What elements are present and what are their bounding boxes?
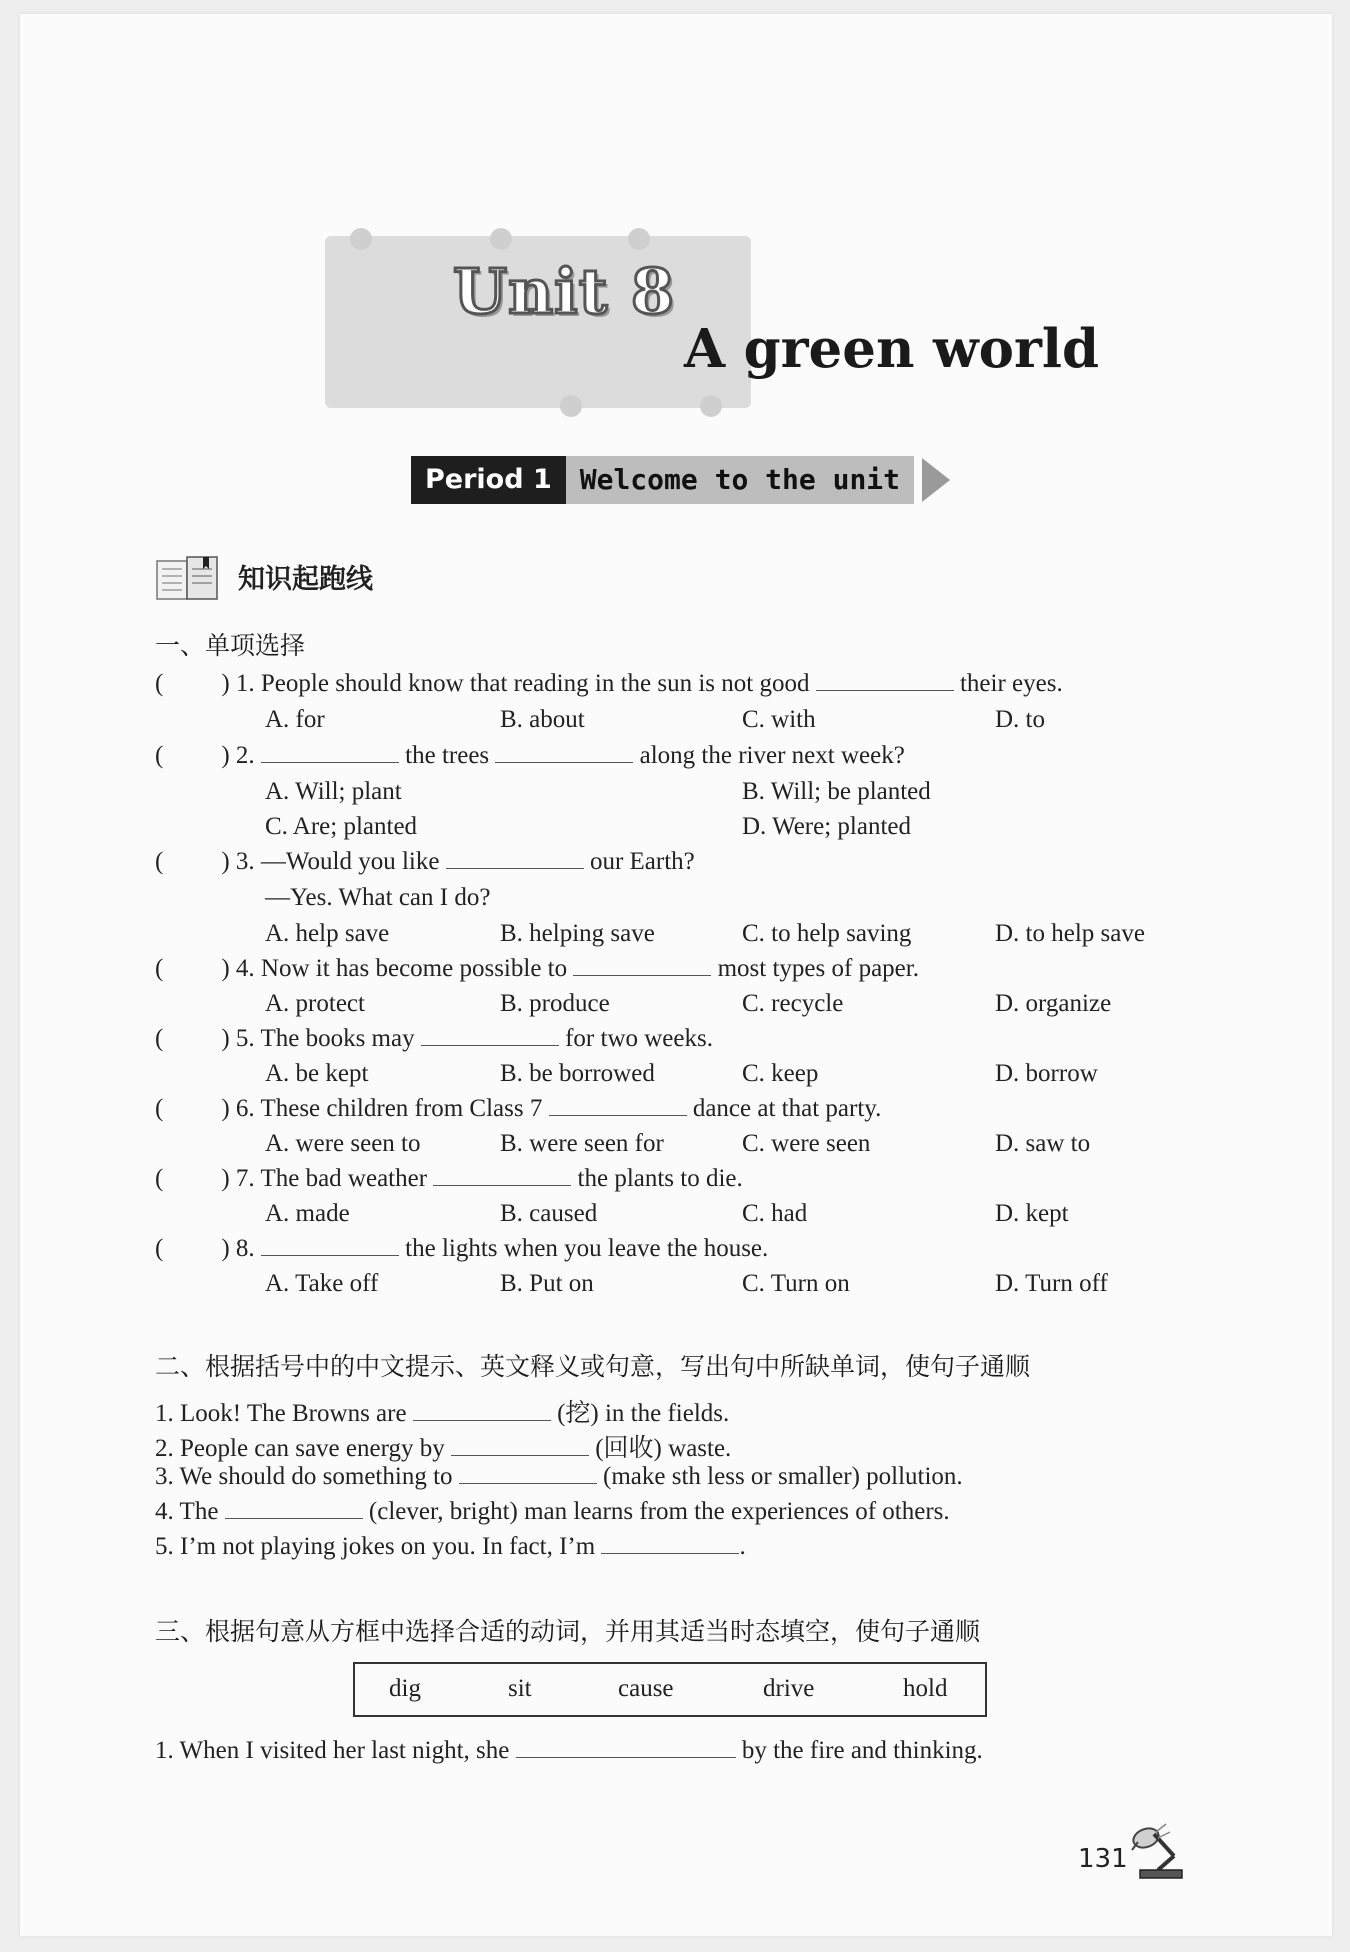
answer-bracket: ( <box>155 1025 164 1052</box>
period-banner <box>411 456 950 504</box>
option[interactable]: A. made <box>265 1200 350 1227</box>
arrow-icon <box>922 458 950 502</box>
question-3 <box>155 848 695 876</box>
answer-blank[interactable] <box>421 1044 559 1046</box>
puzzle-knob <box>628 228 650 250</box>
item-text: 2. People can save energy by <box>155 1435 445 1462</box>
item-text: 3. We should do something to <box>155 1463 453 1490</box>
answer-blank[interactable] <box>261 1254 399 1256</box>
question-text: ) 5. The books may <box>221 1025 415 1052</box>
question-4 <box>155 955 919 983</box>
question-text: the trees <box>405 742 490 769</box>
page-number: 131 <box>1078 1844 1128 1874</box>
question-text: along the river next week? <box>639 742 905 769</box>
option[interactable]: C. keep <box>742 1060 819 1087</box>
fill-item-4 <box>155 1498 950 1526</box>
section1-title: 一、单项选择 <box>155 631 306 660</box>
option[interactable]: B. helping save <box>500 920 655 947</box>
puzzle-knob <box>490 228 512 250</box>
option[interactable]: A. help save <box>265 920 390 947</box>
option[interactable]: D. kept <box>995 1200 1069 1227</box>
fill-item-5 <box>155 1533 746 1561</box>
question-text: ) 6. These children from Class 7 <box>221 1095 543 1122</box>
option[interactable]: C. were seen <box>742 1130 871 1157</box>
question-text: the plants to die. <box>577 1165 743 1192</box>
option[interactable]: D. saw to <box>995 1130 1091 1157</box>
answer-blank[interactable] <box>433 1184 571 1186</box>
item-text: (挖) in the fields. <box>557 1400 730 1427</box>
lamp-icon <box>1130 1820 1186 1882</box>
option[interactable]: B. caused <box>500 1200 598 1227</box>
question-text: ) 3. —Would you like <box>221 848 440 875</box>
word-box <box>353 1662 987 1717</box>
answer-blank[interactable] <box>816 689 954 691</box>
option[interactable]: B. be borrowed <box>500 1060 655 1087</box>
item-text: (make sth less or smaller) pollution. <box>603 1463 963 1490</box>
item-text: (回收) waste. <box>595 1435 732 1462</box>
answer-blank[interactable] <box>225 1517 363 1519</box>
option[interactable]: C. Turn on <box>742 1270 850 1297</box>
book-icon <box>155 555 221 603</box>
unit-title: Unit 8 <box>453 255 676 328</box>
question-text: —Yes. What can I do? <box>265 884 491 911</box>
option[interactable]: A. be kept <box>265 1060 369 1087</box>
option[interactable]: D. to help save <box>995 920 1145 947</box>
answer-bracket: ( <box>155 1165 164 1192</box>
section3-title: 三、根据句意从方框中选择合适的动词，并用其适当时态填空，使句子通顺 <box>155 1617 981 1646</box>
option[interactable]: D. to <box>995 706 1045 733</box>
question-text: dance at that party. <box>692 1095 882 1122</box>
option[interactable]: D. Turn off <box>995 1270 1108 1297</box>
answer-blank[interactable] <box>516 1756 736 1758</box>
section-heading-knowledge: 知识起跑线 <box>238 564 373 595</box>
option[interactable]: A. were seen to <box>265 1130 421 1157</box>
question-text: their eyes. <box>959 670 1063 697</box>
question-text: ) 2. <box>221 742 255 769</box>
option[interactable]: D. Were; planted <box>742 813 911 840</box>
answer-blank[interactable] <box>413 1419 551 1421</box>
item-text: 1. When I visited her last night, she <box>155 1737 510 1764</box>
option[interactable]: C. recycle <box>742 990 844 1017</box>
answer-blank[interactable] <box>446 867 584 869</box>
word-option: drive <box>763 1675 815 1702</box>
puzzle-knob <box>700 395 722 417</box>
question-text: ) 8. <box>221 1235 255 1262</box>
option[interactable]: C. Are; planted <box>265 813 418 840</box>
item-text: 1. Look! The Browns are <box>155 1400 407 1427</box>
option[interactable]: B. were seen for <box>500 1130 664 1157</box>
option[interactable]: B. Put on <box>500 1270 594 1297</box>
word-option: dig <box>389 1675 421 1702</box>
answer-bracket: ( <box>155 1095 164 1122</box>
puzzle-knob <box>560 395 582 417</box>
section2-title: 二、根据括号中的中文提示、英文释义或句意，写出句中所缺单词，使句子通顺 <box>155 1352 1031 1381</box>
item-text: (clever, bright) man learns from the experiences of others. <box>368 1498 950 1525</box>
question-2 <box>155 742 905 770</box>
answer-blank[interactable] <box>451 1454 589 1456</box>
answer-blank[interactable] <box>601 1552 739 1554</box>
answer-blank[interactable] <box>495 761 633 763</box>
question-text: our Earth? <box>589 848 695 875</box>
question-text: ) 4. Now it has become possible to <box>221 955 568 982</box>
answer-blank[interactable] <box>573 974 711 976</box>
item-text: 4. The <box>155 1498 219 1525</box>
puzzle-knob <box>350 228 372 250</box>
period-label: Period 1 <box>411 456 566 504</box>
item-text: by the fire and thinking. <box>741 1737 983 1764</box>
question-6 <box>155 1095 881 1123</box>
word-option: sit <box>508 1675 532 1702</box>
option[interactable]: D. organize <box>995 990 1112 1017</box>
fill-item-1 <box>155 1393 729 1429</box>
option[interactable]: A. protect <box>265 990 365 1017</box>
answer-bracket: ( <box>155 670 164 697</box>
question-7 <box>155 1165 743 1193</box>
option[interactable]: C. with <box>742 706 816 733</box>
item-text: 5. I’m not playing jokes on you. In fact, I’m <box>155 1533 596 1560</box>
question-5 <box>155 1025 713 1053</box>
option[interactable]: C. to help saving <box>742 920 912 947</box>
option[interactable]: A. for <box>265 706 325 733</box>
option[interactable]: B. Will; be planted <box>742 778 931 805</box>
question-text: for two weeks. <box>565 1025 713 1052</box>
option[interactable]: B. produce <box>500 990 610 1017</box>
question-text: the lights when you leave the house. <box>405 1235 769 1262</box>
answer-blank[interactable] <box>459 1482 597 1484</box>
option[interactable]: A. Take off <box>265 1270 379 1297</box>
question-text: most types of paper. <box>717 955 919 982</box>
fill-item-2 <box>155 1428 731 1464</box>
question-8 <box>155 1235 768 1263</box>
option[interactable]: C. had <box>742 1200 808 1227</box>
word-option: hold <box>903 1675 948 1702</box>
answer-bracket: ( <box>155 955 164 982</box>
unit-subtitle: A green world <box>684 318 1100 380</box>
item-text: . <box>739 1533 746 1560</box>
answer-blank[interactable] <box>549 1114 687 1116</box>
box-fill-item-1 <box>155 1737 983 1765</box>
question-text: ) 7. The bad weather <box>221 1165 428 1192</box>
fill-item-3 <box>155 1463 963 1491</box>
answer-bracket: ( <box>155 742 164 769</box>
option[interactable]: D. borrow <box>995 1060 1098 1087</box>
option[interactable]: B. about <box>500 706 585 733</box>
option[interactable]: A. Will; plant <box>265 778 402 805</box>
question-1 <box>155 670 1063 698</box>
period-name: Welcome to the unit <box>566 456 914 504</box>
answer-bracket: ( <box>155 1235 164 1262</box>
question-text: ) 1. People should know that reading in the sun is not good <box>221 670 810 697</box>
answer-blank[interactable] <box>261 761 399 763</box>
answer-bracket: ( <box>155 848 164 875</box>
word-option: cause <box>618 1675 674 1702</box>
